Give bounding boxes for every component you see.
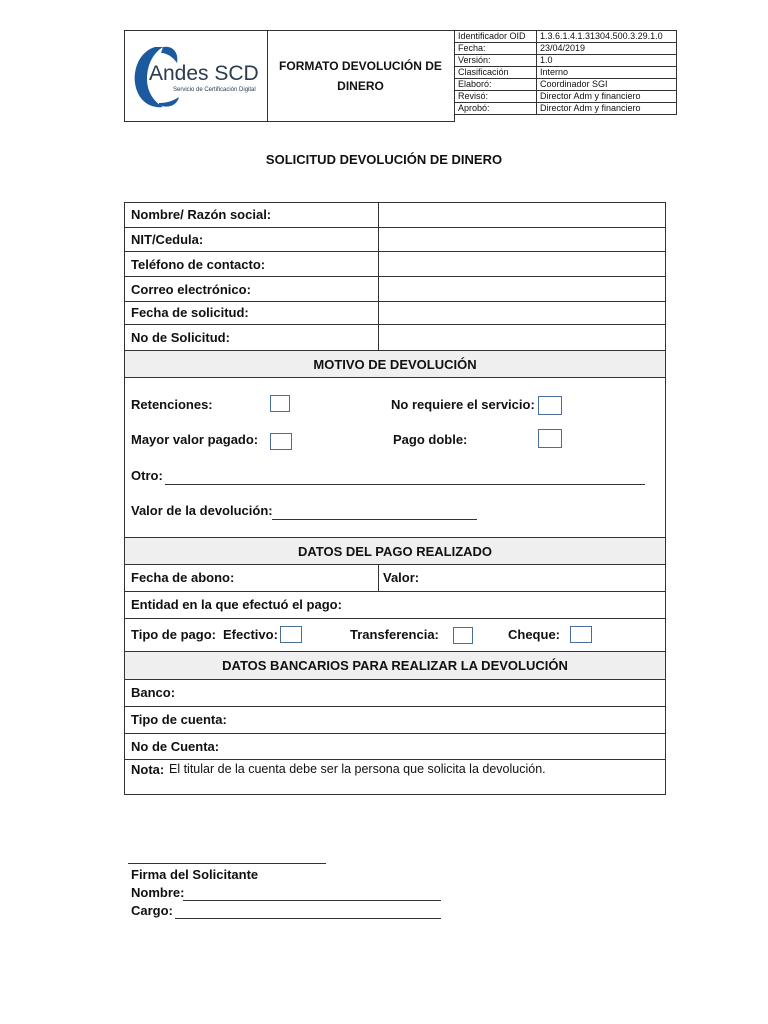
pago-doble-checkbox[interactable] <box>538 429 562 448</box>
nota-text: El titular de la cuenta debe ser la persona que solicita la devolución. <box>169 762 546 776</box>
efectivo-label: Efectivo: <box>223 627 278 642</box>
document-title: FORMATO DEVOLUCIÓN DE DINERO <box>279 59 442 93</box>
logo-subtext: Servicio de Certificación Digital <box>173 87 256 93</box>
logo-cell <box>124 30 268 122</box>
section-heading-motivo: MOTIVO DE DEVOLUCIÓN <box>125 350 665 377</box>
field-label: Fecha de solicitud: <box>131 305 249 320</box>
transferencia-checkbox[interactable] <box>453 627 473 644</box>
correo-input[interactable] <box>379 277 665 301</box>
bank-row-no-cuenta <box>125 733 665 759</box>
nombre-input[interactable] <box>379 203 665 227</box>
tipo-cuenta-label: Tipo de cuenta: <box>131 712 227 727</box>
field-label: No de Solicitud: <box>131 330 230 345</box>
meta-row: Revisó: Director Adm y financiero <box>455 91 677 103</box>
cargo-label: Cargo: <box>131 903 173 918</box>
cargo-input-line[interactable] <box>175 918 441 919</box>
document-metadata-table <box>454 30 677 115</box>
bank-row-nota <box>125 759 665 794</box>
valor-devolucion-label: Valor de la devolución: <box>131 503 273 518</box>
meta-row: Elaboró: Coordinador SGI <box>455 79 677 91</box>
field-label: NIT/Cedula: <box>131 232 204 247</box>
no-cuenta-label: No de Cuenta: <box>131 739 220 754</box>
valor-devolucion-input-line[interactable] <box>272 519 477 520</box>
otro-input-line[interactable] <box>165 484 645 485</box>
meta-row: Identificador OID 1.3.6.1.4.1.31304.500.3.29.1.0 <box>455 31 677 43</box>
valor-label: Valor: <box>383 570 420 585</box>
entidad-label: Entidad en la que efectuó el pago: <box>131 597 342 612</box>
form-title: SOLICITUD DEVOLUCIÓN DE DINERO <box>265 152 503 167</box>
reason-section <box>125 377 665 537</box>
nit-input[interactable] <box>379 228 665 251</box>
column-divider <box>378 565 379 591</box>
retenciones-checkbox[interactable] <box>270 395 290 412</box>
refund-form <box>124 202 666 795</box>
field-label: Correo electrónico: <box>131 282 251 297</box>
signature-line[interactable] <box>128 863 326 864</box>
section-heading-pago: DATOS DEL PAGO REALIZADO <box>125 537 665 564</box>
no-solicitud-input[interactable] <box>379 325 665 350</box>
payment-row-entidad <box>125 591 665 618</box>
nombre-input-line[interactable] <box>183 900 441 901</box>
telefono-input[interactable] <box>379 252 665 276</box>
field-row-nombre <box>125 203 665 227</box>
cheque-label: Cheque: <box>508 627 560 642</box>
pago-doble-label: Pago doble: <box>393 432 468 447</box>
bank-row-banco <box>125 679 665 706</box>
no-requiere-checkbox[interactable] <box>538 396 562 415</box>
banco-label: Banco: <box>131 685 176 700</box>
firma-label: Firma del Solicitante <box>131 867 259 882</box>
field-row-telefono <box>125 251 665 276</box>
fecha-abono-label: Fecha de abono: <box>131 570 235 585</box>
field-row-correo <box>125 276 665 301</box>
fecha-solicitud-input[interactable] <box>379 302 665 324</box>
meta-row: Versión: 1.0 <box>455 55 677 67</box>
document-title-cell <box>267 30 455 122</box>
field-row-nit <box>125 227 665 251</box>
otro-label: Otro: <box>131 468 163 483</box>
nota-label: Nota: <box>131 762 165 777</box>
field-row-fecha-solicitud <box>125 301 665 324</box>
no-requiere-label: No requiere el servicio: <box>391 397 535 412</box>
efectivo-checkbox[interactable] <box>280 626 302 643</box>
meta-row: Clasificación Interno <box>455 67 677 79</box>
payment-row-tipo <box>125 618 665 651</box>
bank-row-tipo-cuenta <box>125 706 665 733</box>
tipo-pago-label: Tipo de pago: <box>131 627 216 642</box>
cheque-checkbox[interactable] <box>570 626 592 643</box>
field-label: Teléfono de contacto: <box>131 257 266 272</box>
meta-row: Aprobó: Director Adm y financiero <box>455 103 677 115</box>
meta-row: Fecha: 23/04/2019 <box>455 43 677 55</box>
section-heading-bancarios: DATOS BANCARIOS PARA REALIZAR LA DEVOLUCIÓN <box>125 651 665 679</box>
payment-row-fecha-valor <box>125 564 665 591</box>
mayor-valor-checkbox[interactable] <box>270 433 292 450</box>
transferencia-label: Transferencia: <box>350 627 439 642</box>
mayor-valor-label: Mayor valor pagado: <box>131 432 259 447</box>
logo-text: Andes SCD <box>149 62 259 85</box>
field-label: Nombre/ Razón social: <box>131 207 272 222</box>
retenciones-label: Retenciones: <box>131 397 213 412</box>
nombre-label: Nombre: <box>131 885 185 900</box>
field-row-no-solicitud <box>125 324 665 350</box>
